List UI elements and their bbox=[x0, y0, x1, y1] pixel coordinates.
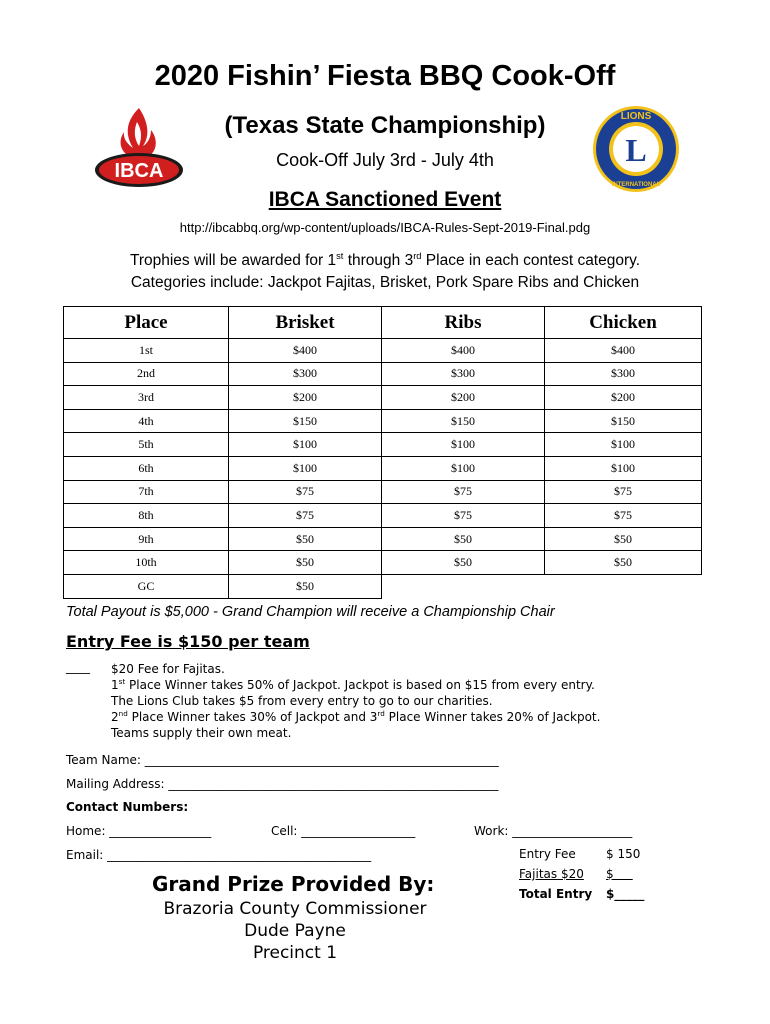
table-cell: $300 bbox=[545, 362, 702, 386]
mailing-address-field[interactable]: Mailing Address: _______________________________________________________ bbox=[66, 777, 499, 791]
table-row bbox=[64, 480, 702, 504]
table-cell: 3rd bbox=[64, 386, 229, 410]
table-cell: 4th bbox=[64, 409, 229, 433]
fajitas-fee-label: Fajitas $20 bbox=[519, 867, 584, 881]
table-cell: $50 bbox=[382, 551, 545, 575]
table-cell: $75 bbox=[382, 480, 545, 504]
table-cell: 7th bbox=[64, 480, 229, 504]
table-cell: $50 bbox=[545, 551, 702, 575]
table-row bbox=[64, 456, 702, 480]
table-cell: $200 bbox=[382, 386, 545, 410]
entry-totals bbox=[519, 847, 656, 907]
grand-prize-sponsor bbox=[140, 898, 450, 964]
table-cell: $50 bbox=[229, 574, 382, 598]
fajita-note-line: $20 Fee for Fajitas. bbox=[111, 662, 225, 676]
fajita-note-line: The Lions Club takes $5 from every entry to go to our charities. bbox=[111, 694, 493, 708]
fajita-note-line: 1st Place Winner takes 50% of Jackpot. Jackpot is based on $15 from every entry. bbox=[111, 677, 595, 692]
table-cell: 10th bbox=[64, 551, 229, 575]
table-header-cell: Brisket bbox=[229, 307, 382, 339]
table-cell: $50 bbox=[545, 527, 702, 551]
table-cell: 2nd bbox=[64, 362, 229, 386]
lions-logo-bottom-text: INTERNATIONAL bbox=[611, 182, 661, 188]
table-cell: $150 bbox=[382, 409, 545, 433]
fajitas-fee-value[interactable]: $ bbox=[606, 867, 633, 881]
trophy-line: Trophies will be awarded for 1st through 3rd Place in each contest category. bbox=[129, 250, 641, 269]
table-cell: $100 bbox=[229, 433, 382, 457]
email-field[interactable]: Email: ____________________________________________ bbox=[66, 848, 372, 862]
lions-logo-top-text: LIONS bbox=[620, 111, 652, 122]
table-cell: $150 bbox=[229, 409, 382, 433]
lions-logo-letter: L bbox=[625, 132, 647, 168]
table-cell: $75 bbox=[229, 480, 382, 504]
table-cell: $400 bbox=[545, 339, 702, 363]
table-row bbox=[64, 527, 702, 551]
team-name-field[interactable]: Team Name: ___________________________________________________________ bbox=[66, 753, 499, 767]
totals-row bbox=[519, 867, 656, 887]
table-cell: $100 bbox=[229, 456, 382, 480]
table-cell: $75 bbox=[229, 504, 382, 528]
table-cell: $200 bbox=[229, 386, 382, 410]
contact-numbers-label: Contact Numbers: bbox=[66, 800, 189, 814]
table-blank-cell bbox=[382, 574, 545, 598]
fajita-note-line: Teams supply their own meat. bbox=[111, 726, 292, 740]
total-payout-note: Total Payout is $5,000 - Grand Champion will receive a Championship Chair bbox=[66, 604, 555, 620]
prize-table bbox=[63, 306, 702, 599]
ibca-logo-text: IBCA bbox=[114, 160, 164, 182]
table-cell: $50 bbox=[229, 527, 382, 551]
table-cell: $100 bbox=[382, 433, 545, 457]
table-cell: $400 bbox=[229, 339, 382, 363]
table-cell: 5th bbox=[64, 433, 229, 457]
total-entry-label: Total Entry bbox=[519, 887, 593, 901]
table-cell: $75 bbox=[545, 480, 702, 504]
sponsor-line: Brazoria County Commissioner bbox=[163, 899, 427, 919]
page-subtitle: (Texas State Championship) bbox=[224, 112, 546, 139]
table-cell: $300 bbox=[382, 362, 545, 386]
rules-url: http://ibcabbq.org/wp-content/uploads/IBCA-Rules-Sept-2019-Final.pdg bbox=[179, 220, 591, 235]
table-row bbox=[64, 574, 702, 598]
table-row bbox=[64, 433, 702, 457]
table-header-cell: Ribs bbox=[382, 307, 545, 339]
grand-prize-title: Grand Prize Provided By: bbox=[152, 872, 435, 896]
table-row bbox=[64, 409, 702, 433]
cell-phone-field[interactable]: Cell: ___________________ bbox=[271, 824, 416, 838]
totals-row bbox=[519, 887, 656, 907]
table-header-cell: Chicken bbox=[545, 307, 702, 339]
table-cell: $75 bbox=[382, 504, 545, 528]
table-row bbox=[64, 386, 702, 410]
table-cell: 8th bbox=[64, 504, 229, 528]
entry-fee-label: Entry Fee bbox=[519, 847, 576, 861]
table-header-row bbox=[64, 307, 702, 339]
table-header-cell: Place bbox=[64, 307, 229, 339]
table-cell: $300 bbox=[229, 362, 382, 386]
fajita-notes bbox=[111, 661, 600, 741]
sponsor-line: Precinct 1 bbox=[252, 943, 338, 963]
table-cell: 9th bbox=[64, 527, 229, 551]
work-phone-field[interactable]: Work: ____________________ bbox=[474, 824, 633, 838]
table-cell: 1st bbox=[64, 339, 229, 363]
home-phone-field[interactable]: Home: _________________ bbox=[66, 824, 212, 838]
entry-fee-value: $ 150 bbox=[606, 847, 641, 861]
table-blank-cell bbox=[545, 574, 702, 598]
fajitas-checkbox-line: ____ bbox=[66, 660, 90, 674]
table-cell: $100 bbox=[545, 433, 702, 457]
sanctioned-heading: IBCA Sanctioned Event bbox=[268, 188, 502, 211]
fajita-note-line: 2nd Place Winner takes 30% of Jackpot and 3rd Place Winner takes 20% of Jackpot. bbox=[111, 709, 601, 724]
table-cell: $50 bbox=[229, 551, 382, 575]
table-row bbox=[64, 339, 702, 363]
sponsor-line: Dude Payne bbox=[244, 921, 346, 941]
table-row bbox=[64, 362, 702, 386]
entry-fee-heading: Entry Fee is $150 per team bbox=[66, 632, 310, 651]
table-row bbox=[64, 551, 702, 575]
table-cell: $100 bbox=[545, 456, 702, 480]
table-cell: 6th bbox=[64, 456, 229, 480]
table-cell: $200 bbox=[545, 386, 702, 410]
table-cell: $400 bbox=[382, 339, 545, 363]
categories-line: Categories include: Jackpot Fajitas, Brisket, Pork Spare Ribs and Chicken bbox=[130, 274, 640, 291]
table-cell: $75 bbox=[545, 504, 702, 528]
table-cell: $50 bbox=[382, 527, 545, 551]
table-cell: $100 bbox=[382, 456, 545, 480]
total-entry-value[interactable]: $_____ bbox=[606, 887, 645, 901]
table-cell: GC bbox=[64, 574, 229, 598]
table-cell: $150 bbox=[545, 409, 702, 433]
page-title: 2020 Fishin’ Fiesta BBQ Cook-Off bbox=[154, 60, 616, 92]
event-dates: Cook-Off July 3rd - July 4th bbox=[276, 150, 494, 170]
totals-row bbox=[519, 847, 656, 867]
table-row bbox=[64, 504, 702, 528]
